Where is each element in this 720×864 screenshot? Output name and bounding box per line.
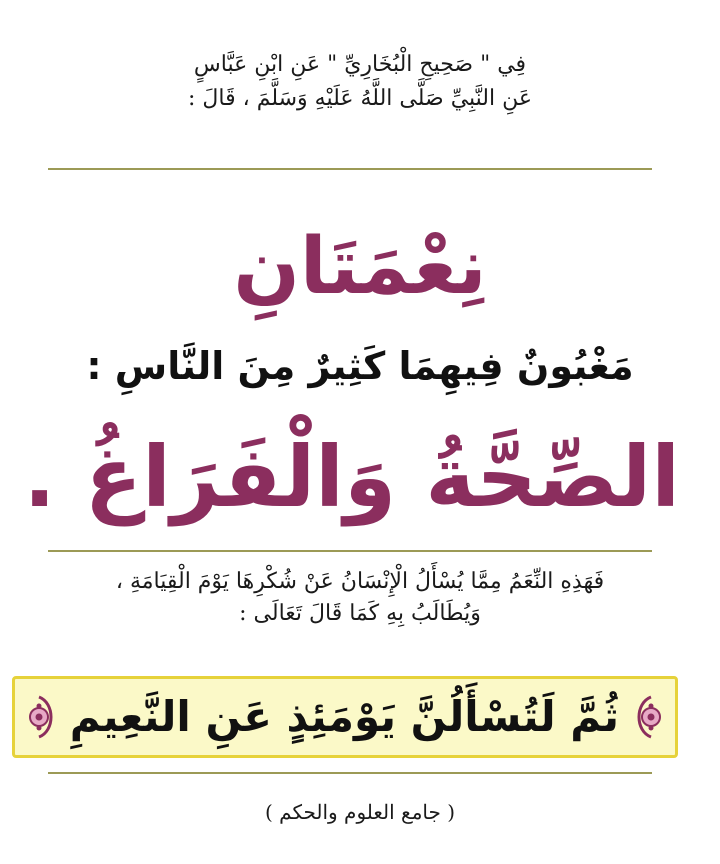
intro-line-1: فِي " صَحِيحِ الْبُخَارِيِّ " عَنِ ابْنِ عَبَّاسٍ [193,52,527,77]
highlight-answer: الصِّحَّةُ وَالْفَرَاغُ . [23,428,680,526]
flower-bracket-icon [621,693,667,741]
subtitle: مَغْبُونٌ فِيهِمَا كَثِيرٌ مِنَ النَّاسِ : [86,344,634,388]
explanation-text [40,566,680,630]
quran-verse-box [12,676,678,758]
intro-line-2: عَنِ النَّبِيِّ صَلَّى اللَّهُ عَلَيْهِ وَسَلَّمَ ، قَالَ : [188,86,532,111]
divider-bottom [48,772,652,774]
explanation-line-1: فَهَذِهِ النِّعَمُ مِمَّا يُسْأَلُ الْإِنْسَانُ عَنْ شُكْرِهَا يَوْمَ الْقِيَامَةِ ، [115,569,605,594]
hadith-intro [60,48,660,116]
verse-text: ثُمَّ لَتُسْأَلُنَّ يَوْمَئِذٍ عَنِ النَّعِيمِ [69,692,619,741]
flower-bracket-icon [23,693,69,741]
page-title: نِعْمَتَانِ [233,222,487,312]
divider-top [48,168,652,170]
divider-middle [48,550,652,552]
explanation-line-2: وَيُطَالَبُ بِهِ كَمَا قَالَ تَعَالَى : [239,601,481,626]
source-citation: ( جامع العلوم والحكم ) [264,800,456,824]
